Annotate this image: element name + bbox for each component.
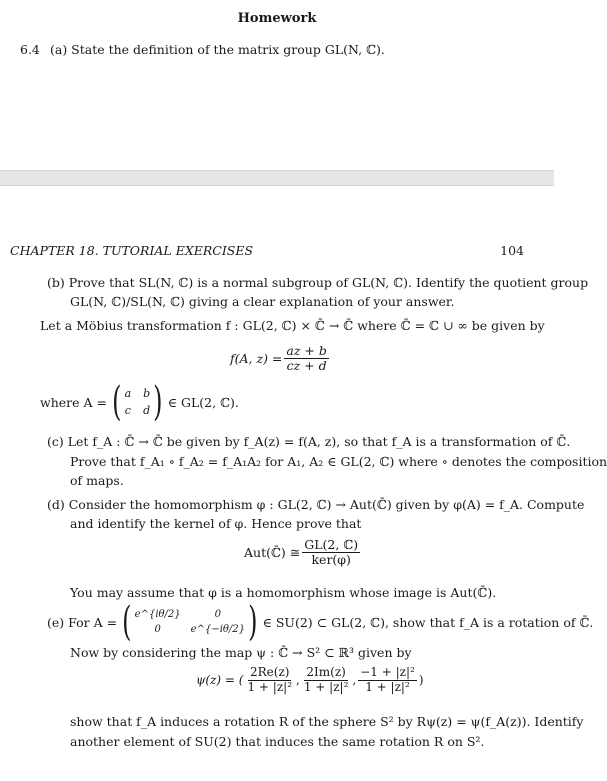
- eq3-f1-num: 2Re(z): [250, 665, 290, 679]
- matrix-abcd: ( a b c d ): [112, 379, 163, 425]
- eq2-lhs: Aut(ℂ̄) ≅: [244, 545, 301, 561]
- part-b-line1: (b) Prove that SL(N, ℂ) is a normal subgroup of GL(N, ℂ). Identify the quotient group: [47, 275, 589, 290]
- eq1-lhs: f(A, z) =: [230, 351, 283, 367]
- eq3-f2-den: 1 + |z|²: [303, 679, 349, 694]
- eq3-f2-num: 2Im(z): [306, 665, 346, 679]
- eq1-fraction: [284, 344, 328, 374]
- equation-aut: [244, 538, 362, 568]
- matrix-entry: a: [124, 387, 132, 400]
- part-e-line3: show that f_A induces a rotation R of the sphere S² by Rψ(z) = ψ(f_A(z)). Identify: [70, 714, 584, 729]
- mobius-intro: Let a Möbius transformation f : GL(2, ℂ) × ℂ̄ → ℂ̄ where ℂ̄ = ℂ ∪ ∞ be given by: [40, 318, 545, 333]
- matrix-su2-entries: [135, 609, 245, 635]
- equation-psi: ψ(z) = ( $\frac{2Re(z)}{\text{1 + |z|²}}$ , $\frac{2Im(z)}{\text{1 + |z|²}}$ , $\frac{\text{−1 + |z|²}}{\text{1 + |z|²}}$ ): [196, 665, 424, 694]
- part-e-prefix: (e) For A =: [47, 614, 118, 630]
- matrix-abcd-entries: [125, 387, 151, 417]
- running-head: CHAPTER 18. TUTORIAL EXERCISES: [10, 243, 254, 258]
- part-a-text: (a) State the definition of the matrix group GL(N, ℂ).: [50, 42, 385, 57]
- matrix-entry: 0: [154, 624, 161, 635]
- matrix-entry: b: [143, 387, 151, 400]
- matrix-entry: e^{−iθ/2}: [190, 624, 246, 635]
- eq3-f3-den: 1 + |z|²: [365, 679, 410, 694]
- matrix-entry: d: [143, 404, 151, 417]
- page-header: Homework: [237, 11, 317, 26]
- where-prefix: where A =: [40, 394, 107, 410]
- eq2-fraction: [302, 538, 360, 568]
- eq3-lhs: ψ(z) = (: [196, 673, 244, 688]
- part-d-line2: and identify the kernel of φ. Hence prove that: [70, 516, 362, 531]
- part-e-line4: another element of SU(2) that induces the same rotation R on S².: [70, 734, 485, 749]
- where-suffix: ∈ GL(2, ℂ).: [167, 394, 239, 410]
- part-c-line2: Prove that f_A₁ ∘ f_A₂ = f_A₁A₂ for A₁, A₂ ∈ GL(2, ℂ) where ∘ denotes the composition: [70, 454, 607, 469]
- part-c-line3: of maps.: [70, 473, 124, 488]
- part-c-line1: (c) Let f_A : ℂ̄ → ℂ̄ be given by f_A(z) = f(A, z), so that f_A is a transformation of ℂ̄.: [47, 434, 571, 449]
- problem-number: 6.4: [20, 42, 40, 57]
- eq1-numerator: az + b: [286, 343, 327, 358]
- part-e-line2: Now by considering the map ψ : ℂ̄ → S² ⊂ ℝ³ given by: [70, 645, 412, 660]
- matrix-entry: e^{iθ/2}: [134, 609, 181, 620]
- part-e-suffix: ∈ SU(2) ⊂ GL(2, ℂ), show that f_A is a rotation of ℂ̄.: [262, 614, 594, 630]
- part-b-line2: GL(N, ℂ)/SL(N, ℂ) giving a clear explanation of your answer.: [70, 294, 455, 309]
- eq3-fraction-3: [358, 666, 417, 695]
- eq3-f1-den: 1 + |z|²: [247, 679, 293, 694]
- eq1-denominator: cz + d: [286, 358, 327, 374]
- equation-mobius: [230, 344, 331, 374]
- matrix-su2: ( e^{iθ/2} 0 0 e^{−iθ/2} ): [122, 599, 258, 645]
- eq3-f3-num: −1 + |z|²: [360, 665, 415, 679]
- eq3-fraction-1: [245, 666, 294, 695]
- matrix-entry: c: [124, 404, 131, 417]
- where-matrix-line: [40, 379, 239, 425]
- part-d-line1: (d) Consider the homomorphism φ : GL(2, ℂ) → Aut(ℂ̄) given by φ(A) = f_A. Compute: [47, 497, 585, 512]
- eq2-numerator: GL(2, ℂ): [304, 537, 359, 552]
- part-d-line3: You may assume that φ is a homomorphism whose image is Aut(ℂ̄).: [70, 585, 497, 600]
- page-number: 104: [500, 243, 524, 258]
- eq2-denominator: ker(φ): [311, 552, 351, 568]
- eq3-rhs: ): [418, 673, 424, 688]
- page-separator: [0, 170, 554, 186]
- matrix-entry: 0: [214, 609, 222, 620]
- eq3-fraction-2: [302, 666, 351, 695]
- part-e-matrix-line: [47, 599, 594, 645]
